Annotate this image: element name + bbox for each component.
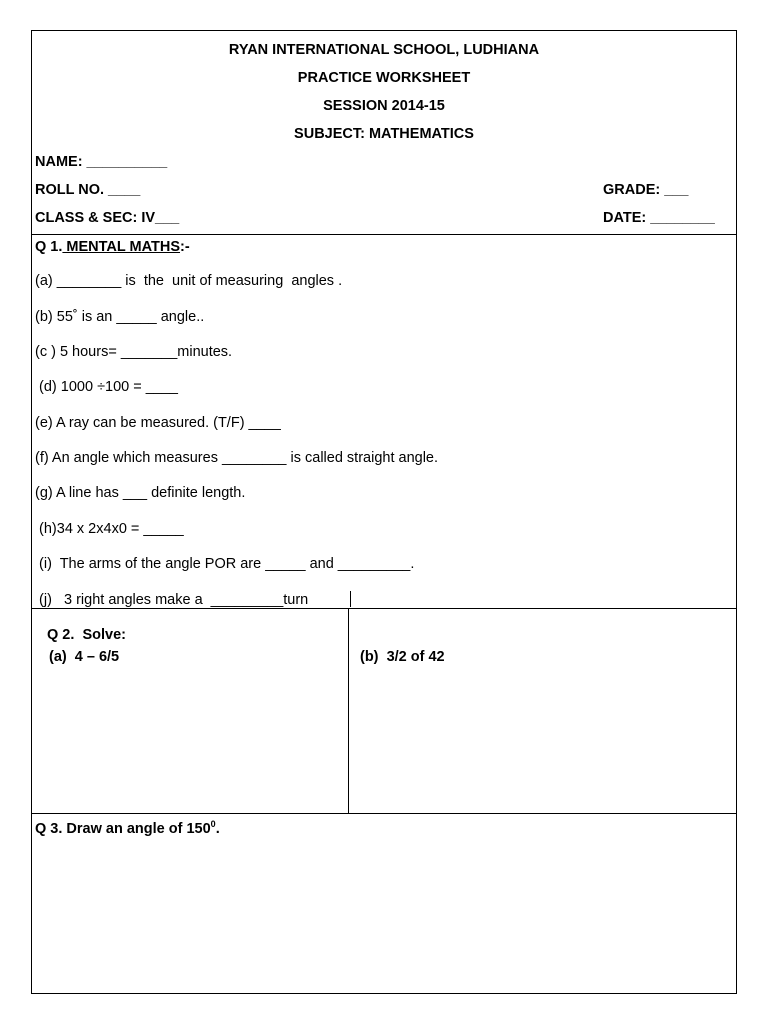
- grade-field: GRADE: ___: [603, 182, 689, 198]
- header-divider: [32, 234, 736, 235]
- q1-divider: [32, 608, 736, 609]
- q1-item-f: (f) An angle which measures ________ is called straight angle.: [35, 450, 439, 466]
- q1-item-a: (a) ________ is the unit of measuring angles .: [35, 273, 343, 289]
- q1-item-h: (h)34 x 2x4x0 = _____: [35, 521, 184, 537]
- q2-divider: [32, 813, 736, 814]
- cursor-mark: [350, 591, 351, 607]
- q3-end: .: [215, 821, 220, 837]
- q1-heading: [35, 238, 190, 256]
- q1-item-i: (i) The arms of the angle POR are _____ and _________.: [35, 556, 415, 572]
- q1-number: Q 1.: [35, 239, 63, 255]
- q2-column-divider: [348, 608, 349, 813]
- session-line: SESSION 2014-15: [323, 98, 445, 114]
- subject-line: SUBJECT: MATHEMATICS: [294, 126, 474, 142]
- q2-heading: Q 2. Solve:: [47, 627, 126, 643]
- degree-symbol: 0: [210, 819, 216, 829]
- worksheet-page: [31, 30, 737, 994]
- q2-part-a: (a) 4 – 6/5: [49, 649, 120, 665]
- name-field: NAME: __________: [35, 154, 168, 170]
- school-name: RYAN INTERNATIONAL SCHOOL, LUDHIANA: [228, 42, 540, 58]
- q1-item-j: (j) 3 right angles make a _________turn: [35, 592, 309, 608]
- worksheet-title: PRACTICE WORKSHEET: [297, 70, 471, 86]
- q1-item-g: (g) A line has ___ definite length.: [35, 485, 246, 501]
- q1-item-e: (e) A ray can be measured. (T/F) ____: [35, 415, 281, 431]
- q1-item-d: (d) 1000 ÷100 = ____: [35, 379, 178, 395]
- roll-no-field: ROLL NO. ____: [35, 182, 141, 198]
- class-sec-field: CLASS & SEC: IV___: [35, 210, 180, 226]
- date-field: DATE: ________: [603, 210, 715, 226]
- q1-title-suffix: :-: [180, 239, 190, 255]
- q2-part-b: (b) 3/2 of 42: [360, 649, 445, 665]
- q1-item-b: (b) 55˚ is an _____ angle..: [35, 309, 205, 325]
- q1-title: MENTAL MATHS: [62, 239, 181, 255]
- q3-heading: [35, 815, 220, 838]
- q3-text: Q 3. Draw an angle of 150: [35, 821, 211, 837]
- q1-item-c: (c ) 5 hours= _______minutes.: [35, 344, 233, 360]
